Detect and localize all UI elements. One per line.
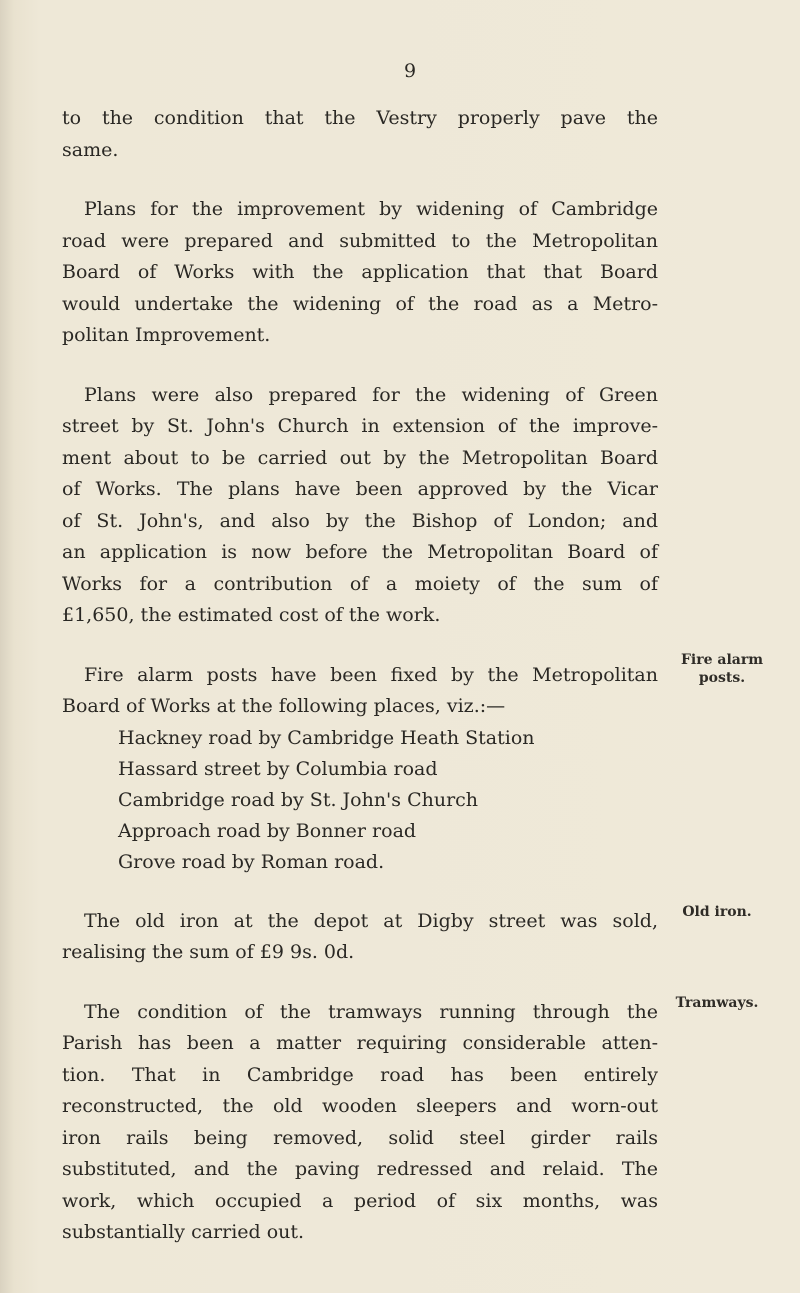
text-line: reconstructed, the old wooden sleepers and worn-out	[62, 1095, 658, 1117]
margin-note-old-iron: Old iron.	[682, 904, 752, 920]
text-line: to the condition that the Vestry properly pave the	[62, 107, 658, 129]
text-line: substantially carried out.	[62, 1221, 305, 1243]
text-line: Board of Works at the following places, viz.:—	[62, 695, 506, 717]
text-line: Plans for the improvement by widening of Cambridge	[84, 198, 658, 220]
text-line: of St. John's, and also by the Bishop of London; and	[62, 509, 658, 532]
margin-note-line: posts.	[698, 670, 746, 686]
list-item: Hassard street by Columbia road	[118, 757, 438, 780]
margin-note-tramways: Tramways.	[675, 995, 759, 1011]
text-line: of Works. The plans have been approved by the Vicar	[62, 478, 658, 500]
text-line: work, which occupied a period of six months, was	[62, 1189, 658, 1212]
text-line: Parish has been a matter requiring considerable atten-	[62, 1032, 658, 1054]
paragraph-fire-alarm-posts	[62, 660, 658, 723]
text-line: iron rails being removed, solid steel girder rails	[62, 1126, 658, 1149]
text-line: Plans were also prepared for the widening of Green	[84, 383, 658, 406]
text-line: £1,650, the estimated cost of the work.	[62, 604, 441, 626]
margin-note-fire-alarm	[672, 651, 772, 687]
text-line: Fire alarm posts have been fixed by the Metropolitan	[84, 663, 658, 686]
text-line: substituted, and the paving redressed and relaid. The	[62, 1158, 658, 1180]
margin-note-line: Fire alarm	[680, 652, 764, 668]
text-line: politan Improvement.	[62, 324, 271, 346]
list-item: Cambridge road by St. John's Church	[118, 788, 479, 811]
text-line: The old iron at the depot at Digby street was sold,	[84, 909, 658, 932]
text-line: street by St. John's Church in extension of the improve-	[62, 415, 658, 437]
text-line: same.	[62, 138, 119, 161]
text-line: an application is now before the Metropolitan Board of	[62, 541, 658, 563]
paragraph-vestry-paving	[62, 103, 658, 166]
text-line: tion. That in Cambridge road has been entirely	[62, 1063, 658, 1086]
text-line: road were prepared and submitted to the Metropolitan	[62, 229, 658, 252]
text-line: Works for a contribution of a moiety of the sum of	[62, 572, 658, 595]
paragraph-tramways	[62, 997, 658, 1249]
text-line: Board of Works with the application that that Board	[62, 261, 658, 283]
page-number: 9	[403, 60, 417, 82]
text-line: would undertake the widening of the road as a Metro-	[62, 292, 658, 315]
body-text	[62, 103, 658, 1249]
list-item: Grove road by Roman road.	[118, 850, 385, 873]
paragraph-green-street-widening	[62, 380, 658, 632]
paragraph-old-iron	[62, 906, 658, 969]
text-line: ment about to be carried out by the Metropolitan Board	[62, 446, 658, 469]
fire-alarm-places-list	[118, 723, 658, 878]
text-line: realising the sum of £9 9s. 0d.	[62, 941, 355, 963]
list-item: Hackney road by Cambridge Heath Station	[118, 726, 535, 749]
list-item: Approach road by Bonner road	[118, 819, 417, 842]
text-line: The condition of the tramways running through the	[84, 1000, 658, 1023]
paragraph-cambridge-road-widening	[62, 194, 658, 352]
